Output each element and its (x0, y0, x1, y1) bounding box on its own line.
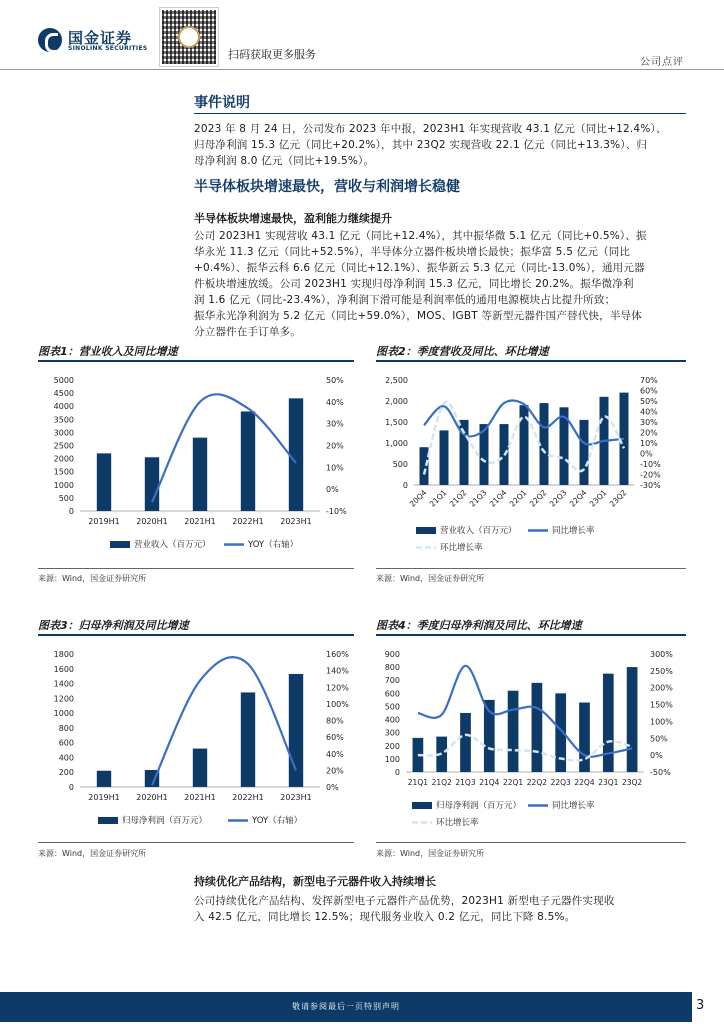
series-line-qoq (418, 735, 632, 761)
y-left-tick-label: 0 (402, 481, 408, 490)
fig3-source: 来源：Wind，国金证券研究所 (38, 849, 147, 858)
bar (532, 683, 543, 772)
fig2-bottom-rule (376, 568, 686, 569)
y-right-tick-label: 40% (640, 407, 658, 417)
x-tick-label: 21Q1 (427, 488, 449, 509)
fig3-bottom-rule (38, 842, 354, 843)
x-tick-label: 22Q4 (567, 488, 589, 509)
y-right-tick-label: 160% (326, 650, 349, 659)
semiconductor-paragraph (194, 228, 694, 340)
legend-label: 环比增长率 (440, 543, 483, 553)
x-tick-label: 21Q2 (431, 778, 452, 787)
legend-label: 同比增长率 (552, 801, 595, 811)
y-right-tick-label: 0% (640, 449, 653, 459)
y-right-tick-label: 50% (650, 734, 668, 744)
y-left-tick-label: 0 (68, 507, 74, 516)
y-left-tick-label: 800 (384, 663, 400, 673)
fig3-title: 图表3：归母净利润及同比增速 (38, 619, 189, 632)
fig1-title: 图表1：营业收入及同比增速 (38, 345, 178, 358)
bar (580, 420, 589, 485)
para-line: 入 42.5 亿元，同比增长 12.5%；现代服务业收入 0.2 亿元，同比下降 8.5%。 (194, 911, 576, 923)
y-left-tick-label: 1800 (53, 650, 74, 659)
y-left-tick-label: 0 (68, 783, 74, 792)
x-tick-label: 23Q1 (598, 778, 619, 787)
event-line: 母净利润 8.0 亿元（同比+19.5%）。 (194, 155, 375, 167)
x-tick-label: 2020H1 (136, 517, 168, 526)
y-right-tick-label: 60% (326, 733, 344, 743)
event-paragraph (194, 121, 694, 169)
x-tick-label: 2022H1 (232, 793, 264, 802)
legend-label: 营业收入（百万元） (134, 540, 211, 550)
y-right-tick-label: 140% (326, 666, 349, 676)
y-left-tick-label: 200 (384, 741, 400, 751)
series-line-yoy (152, 657, 296, 785)
x-tick-label: 21Q4 (487, 488, 509, 509)
legend-label: YOY（右轴） (248, 540, 299, 550)
bar (193, 438, 207, 511)
legend-swatch-bar (110, 541, 130, 548)
y-left-tick-label: 2,500 (385, 376, 408, 385)
y-left-tick-label: 4000 (53, 402, 74, 412)
fig4-rule (376, 634, 686, 636)
fig1-rule (38, 360, 354, 362)
x-tick-label: 22Q2 (526, 778, 548, 787)
fig4-title: 图表4：季度归母净利润及同比、环比增速 (376, 619, 582, 632)
y-left-tick-label: 800 (58, 723, 74, 733)
y-right-tick-label: -10% (326, 507, 347, 516)
series-line-yoy (418, 666, 632, 757)
chart-revenue-annual (38, 363, 356, 568)
event-line: 归母净利润 15.3 亿元（同比+20.2%），其中 23Q2 实现营收 22.1 亿元（同比+13.3%）、归 (194, 139, 648, 151)
x-tick-label: 2019H1 (88, 793, 120, 802)
para-line: 公司 2023H1 实现营收 43.1 亿元（同比+12.4%），其中振华微 5.1 亿元（同比+0.5%）、振 (194, 230, 647, 242)
y-right-tick-label: 30% (326, 419, 344, 429)
chart-revenue-quarterly (376, 363, 688, 568)
legend-swatch-bar (416, 527, 436, 534)
fig3-rule (38, 634, 354, 636)
qr-center-badge (178, 26, 200, 48)
x-tick-label: 21Q3 (455, 778, 476, 787)
x-tick-label: 22Q4 (574, 778, 595, 787)
bar (289, 398, 303, 511)
x-tick-label: 2021H1 (184, 793, 216, 802)
fig4-source: 来源：Wind，国金证券研究所 (376, 849, 485, 858)
product-paragraph (194, 893, 694, 925)
x-tick-label: 2019H1 (88, 517, 120, 526)
y-right-tick-label: 10% (326, 463, 344, 473)
x-tick-label: 22Q3 (547, 488, 569, 509)
x-tick-label: 2023H1 (280, 517, 312, 526)
fig4-bottom-rule (376, 842, 686, 843)
legend-label: YOY（右轴） (252, 816, 303, 826)
y-right-tick-label: 50% (640, 397, 658, 406)
bar (241, 692, 255, 787)
y-left-tick-label: 3500 (53, 415, 74, 425)
y-left-tick-label: 400 (384, 715, 400, 725)
x-tick-label: 20Q4 (407, 488, 429, 509)
y-right-tick-label: 40% (326, 749, 344, 759)
y-left-tick-label: 600 (58, 738, 74, 748)
para-line: 公司持续优化产品结构、发挥新型电子元器件产品优势，2023H1 新型电子元器件实现收 (194, 895, 615, 907)
logo-en: SINOLINK SECURITIES (68, 45, 148, 52)
legend-swatch-bar (412, 802, 432, 809)
report-type: 公司点评 (640, 57, 684, 68)
y-left-tick-label: 2500 (53, 441, 74, 451)
y-left-tick-label: 400 (58, 753, 74, 763)
y-right-tick-label: 50% (326, 376, 344, 385)
y-right-tick-label: 20% (326, 766, 344, 776)
y-right-tick-label: 150% (650, 700, 673, 710)
y-left-tick-label: 1000 (53, 480, 74, 490)
y-left-tick-label: 1,500 (385, 418, 408, 427)
y-left-tick-label: 900 (384, 650, 400, 659)
bar (579, 703, 590, 772)
x-tick-label: 21Q1 (407, 778, 429, 787)
y-right-tick-label: 100% (650, 717, 673, 727)
y-right-tick-label: 0% (650, 751, 663, 761)
y-right-tick-label: 20% (640, 428, 658, 438)
y-right-tick-label: 300% (650, 650, 673, 659)
bar (440, 430, 449, 485)
x-tick-label: 21Q4 (479, 778, 500, 787)
y-right-tick-label: 20% (326, 441, 344, 451)
y-right-tick-label: 0% (326, 485, 339, 495)
y-left-tick-label: 2,000 (385, 397, 408, 406)
y-right-tick-label: 80% (326, 716, 344, 726)
footer-disclaimer: 敬请参阅最后一页特别声明 (292, 1002, 400, 1011)
y-right-tick-label: -50% (650, 768, 671, 777)
x-tick-label: 23Q2 (621, 778, 643, 787)
y-right-tick-label: 250% (650, 666, 673, 676)
x-tick-label: 23Q1 (587, 488, 609, 509)
x-tick-label: 23Q2 (607, 488, 629, 509)
x-tick-label: 22Q2 (527, 488, 549, 509)
y-left-tick-label: 2000 (53, 454, 74, 464)
y-left-tick-label: 700 (384, 676, 400, 686)
y-left-tick-label: 600 (384, 689, 400, 699)
event-line: 2023 年 8 月 24 日，公司发布 2023 年中报，2023H1 年实现营收 43.1 亿元（同比+12.4%）、 (194, 123, 667, 135)
legend-swatch-bar (98, 817, 118, 824)
y-left-tick-label: 1000 (53, 709, 74, 719)
y-left-tick-label: 3000 (53, 428, 74, 438)
bar (460, 713, 471, 772)
bar (97, 771, 111, 787)
subheading-product: 持续优化产品结构，新型电子元器件收入持续增长 (194, 875, 436, 888)
y-right-tick-label: 70% (640, 376, 658, 385)
y-left-tick-label: 100 (384, 754, 400, 764)
x-tick-label: 2020H1 (136, 793, 168, 802)
fig1-source: 来源：Wind，国金证券研究所 (38, 574, 147, 583)
bar (603, 674, 614, 772)
x-tick-label: 22Q1 (502, 778, 524, 787)
legend-label: 归母净利润（百万元） (122, 816, 208, 826)
y-right-tick-label: 120% (326, 683, 349, 693)
y-right-tick-label: -30% (640, 481, 661, 490)
y-right-tick-label: -20% (640, 470, 661, 480)
section-heading: 半导体板块增速最快，营收与利润增长稳健 (194, 179, 460, 195)
y-left-tick-label: 1200 (53, 694, 74, 704)
x-tick-label: 2021H1 (184, 517, 216, 526)
x-tick-label: 2022H1 (232, 517, 264, 526)
bar (193, 749, 207, 787)
y-left-tick-label: 0 (394, 768, 400, 777)
x-tick-label: 21Q2 (447, 488, 469, 509)
y-left-tick-label: 200 (58, 768, 74, 778)
y-right-tick-label: 60% (640, 386, 658, 396)
bar (97, 453, 111, 511)
y-left-tick-label: 1600 (53, 664, 74, 674)
bar (145, 457, 159, 511)
y-left-tick-label: 500 (392, 460, 408, 469)
y-left-tick-label: 1,000 (385, 439, 408, 448)
y-left-tick-label: 300 (384, 728, 400, 738)
subheading-semiconductor: 半导体板块增速最快，盈利能力继续提升 (194, 212, 392, 225)
y-right-tick-label: 0% (326, 783, 339, 792)
bar (508, 691, 519, 772)
fig2-source: 来源：Wind，国金证券研究所 (376, 574, 485, 583)
fig2-title: 图表2：季度营收及同比、环比增速 (376, 345, 549, 358)
legend-label: 归母净利润（百万元） (436, 801, 522, 811)
qr-caption: 扫码获取更多服务 (228, 48, 316, 61)
chart-profit-quarterly (376, 637, 688, 842)
series-line-yoy (152, 394, 296, 502)
legend-label: 同比增长率 (552, 526, 595, 536)
y-right-tick-label: -10% (640, 460, 661, 469)
y-left-tick-label: 5000 (53, 376, 74, 385)
y-right-tick-label: 100% (326, 699, 349, 709)
y-right-tick-label: 200% (650, 683, 673, 693)
header-divider (0, 69, 724, 70)
logo-icon (38, 28, 62, 52)
fig2-rule (376, 360, 686, 362)
bar (241, 411, 255, 511)
para-line: 振华永光净利润为 5.2 亿元（同比+59.0%），MOS、IGBT 等新型元器件国产替代快，半导体 (194, 310, 642, 322)
para-line: 件板块增速放缓。公司 2023H1 实现归母净利润 15.3 亿元，同比增长 20.2%。振华微净利 (194, 278, 634, 290)
x-tick-label: 22Q3 (550, 778, 571, 787)
y-right-tick-label: 10% (640, 439, 658, 448)
para-line: +0.4%）、振华云科 6.6 亿元（同比+12.1%）、振华新云 5.3 亿元（同比-13.0%），通用元器 (194, 262, 645, 274)
x-tick-label: 2023H1 (280, 793, 312, 802)
chart-profit-annual (38, 637, 356, 842)
x-tick-label: 21Q3 (467, 488, 489, 509)
para-line: 华永光 11.3 亿元（同比+52.5%），半导体分立器件板块增长最快；振华富 5.5 亿元（同比 (194, 246, 631, 258)
logo-cn: 国金证券 (68, 29, 133, 47)
legend-label: 环比增长率 (436, 818, 479, 828)
y-left-tick-label: 4500 (53, 389, 74, 399)
x-tick-label: 22Q1 (507, 488, 529, 509)
event-heading: 事件说明 (194, 95, 250, 111)
legend-label: 营业收入（百万元） (440, 526, 517, 536)
y-left-tick-label: 500 (58, 493, 74, 503)
bar (627, 667, 638, 772)
y-left-tick-label: 500 (384, 702, 400, 712)
event-heading-rule (194, 113, 686, 114)
y-right-tick-label: 40% (326, 397, 344, 407)
para-line: 润 1.6 亿元（同比-23.4%），净利润下滑可能是利润率低的通用电源模块占比提升所致； (194, 294, 616, 306)
y-left-tick-label: 1400 (53, 679, 74, 689)
para-line: 分立器件在手订单多。 (194, 326, 301, 338)
page-number: 3 (696, 998, 705, 1013)
y-left-tick-label: 1500 (53, 467, 74, 477)
y-right-tick-label: 30% (640, 418, 658, 427)
fig1-bottom-rule (38, 568, 354, 569)
